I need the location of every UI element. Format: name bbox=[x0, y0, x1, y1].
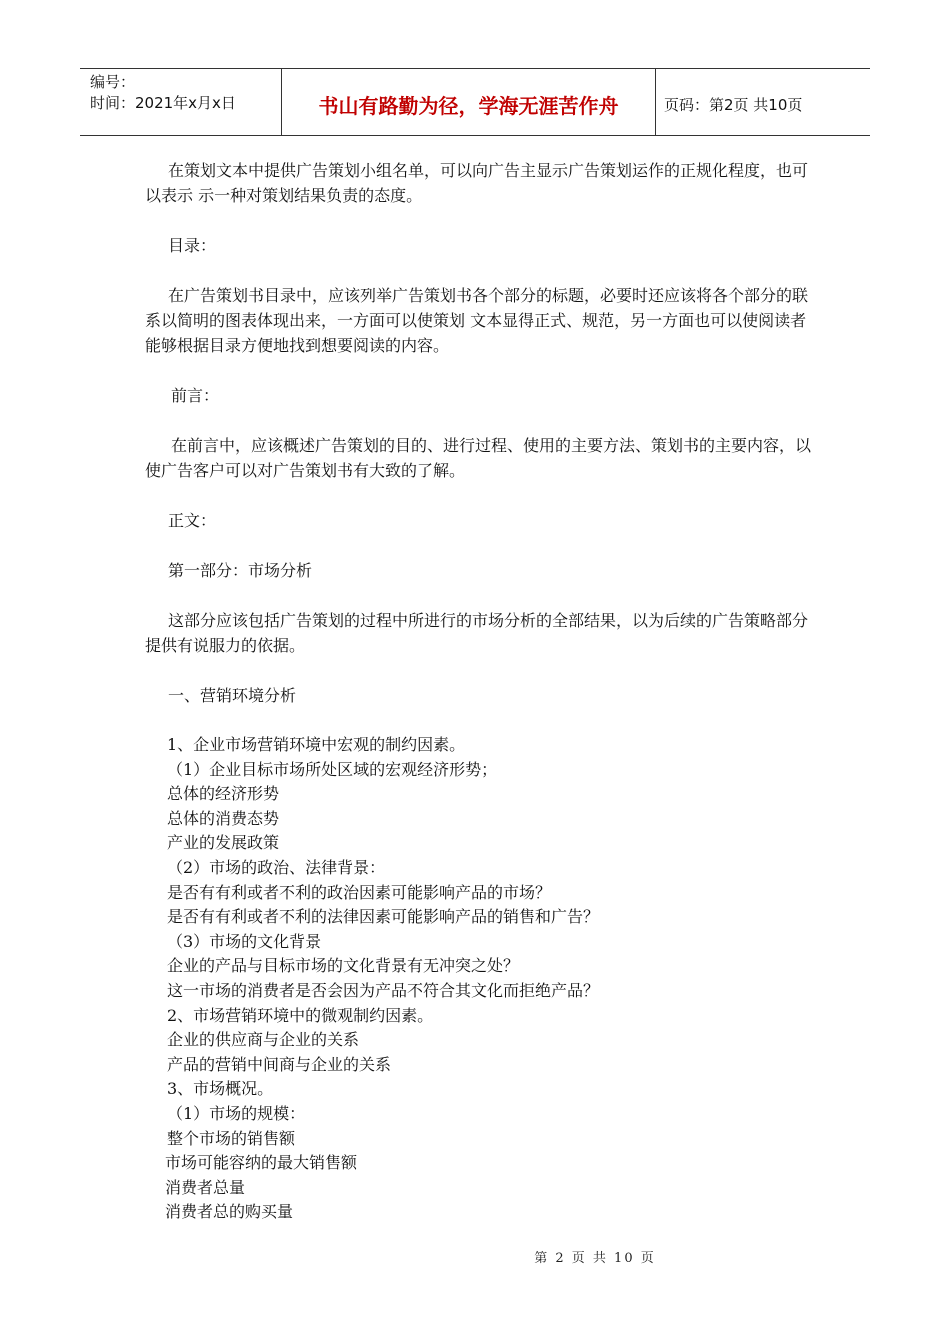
paragraph-team: 在策划文本中提供广告策划小组名单，可以向广告主显示广告策划运作的正规化程度，也可以表示 示一种对策划结果负责的态度。 bbox=[145, 161, 809, 205]
list-item: 消费者总的购买量 bbox=[165, 1202, 294, 1222]
list-item: 企业的供应商与企业的关系 bbox=[167, 1030, 360, 1050]
header-page-label: 页码：第2页 共10页 bbox=[664, 95, 803, 114]
header-meta bbox=[80, 69, 282, 135]
list-item: （2）市场的政治、法律背景： bbox=[167, 857, 386, 877]
list-item: 是否有有利或者不利的法律因素可能影响产品的销售和广告？ bbox=[167, 907, 600, 927]
list-item: 是否有有利或者不利的政治因素可能影响产品的市场？ bbox=[167, 882, 552, 902]
heading-toc: 目录： bbox=[168, 236, 217, 255]
list-item: 市场可能容纳的最大销售额 bbox=[165, 1153, 358, 1173]
list-item: （1）企业目标市场所处区域的宏观经济形势； bbox=[167, 759, 498, 779]
list-item: 产品的营销中间商与企业的关系 bbox=[167, 1054, 392, 1074]
list-item: 产业的发展政策 bbox=[167, 833, 280, 853]
time-label: 时间：2021年x月x日 bbox=[90, 94, 236, 112]
header-motto: 书山有路勤为径，学海无涯苦作舟 bbox=[282, 69, 656, 135]
list-item: （1）市场的规模： bbox=[167, 1103, 306, 1123]
footer-page-number: 第 2 页 共 10 页 bbox=[534, 1251, 656, 1266]
page-header bbox=[80, 68, 870, 136]
outline-list bbox=[145, 733, 815, 1225]
paragraph-toc: 在广告策划书目录中，应该列举广告策划书各个部分的标题，必要时还应该将各个部分的联系以简明的图表体现出来，一方面可以使策划 文本显得正式、规范，另一方面也可以使阅读者能够根据目录方便地找到想要阅读的内容。 bbox=[145, 286, 809, 355]
heading-main: 正文： bbox=[168, 511, 217, 530]
paragraph-part1: 这部分应该包括广告策划的过程中所进行的市场分析的全部结果，以为后续的广告策略部分提供有说服力的依据。 bbox=[145, 611, 809, 655]
list-item: （3）市场的文化背景 bbox=[167, 931, 322, 951]
document-body bbox=[145, 158, 815, 1225]
heading-section1: 一、营销环境分析 bbox=[168, 686, 297, 705]
page-footer bbox=[0, 1247, 950, 1266]
number-label: 编号： bbox=[90, 73, 136, 91]
list-item: 这一市场的消费者是否会因为产品不符合其文化而拒绝产品？ bbox=[167, 980, 600, 1000]
list-item: 总体的经济形势 bbox=[167, 784, 280, 804]
list-item: 企业的产品与目标市场的文化背景有无冲突之处？ bbox=[167, 956, 520, 976]
list-item: 整个市场的销售额 bbox=[167, 1128, 296, 1148]
list-item: 1、企业市场营销环境中宏观的制约因素。 bbox=[167, 735, 466, 754]
list-item: 总体的消费态势 bbox=[167, 808, 280, 828]
heading-part1: 第一部分：市场分析 bbox=[168, 561, 313, 580]
list-item: 消费者总量 bbox=[165, 1177, 246, 1197]
heading-preface: 前言： bbox=[171, 386, 220, 405]
paragraph-preface: 在前言中，应该概述广告策划的目的、进行过程、使用的主要方法、策划书的主要内容，以使广告客户可以对广告策划书有大致的了解。 bbox=[145, 436, 812, 480]
list-item: 2、市场营销环境中的微观制约因素。 bbox=[167, 1005, 434, 1025]
list-item: 3、市场概况。 bbox=[167, 1079, 274, 1099]
